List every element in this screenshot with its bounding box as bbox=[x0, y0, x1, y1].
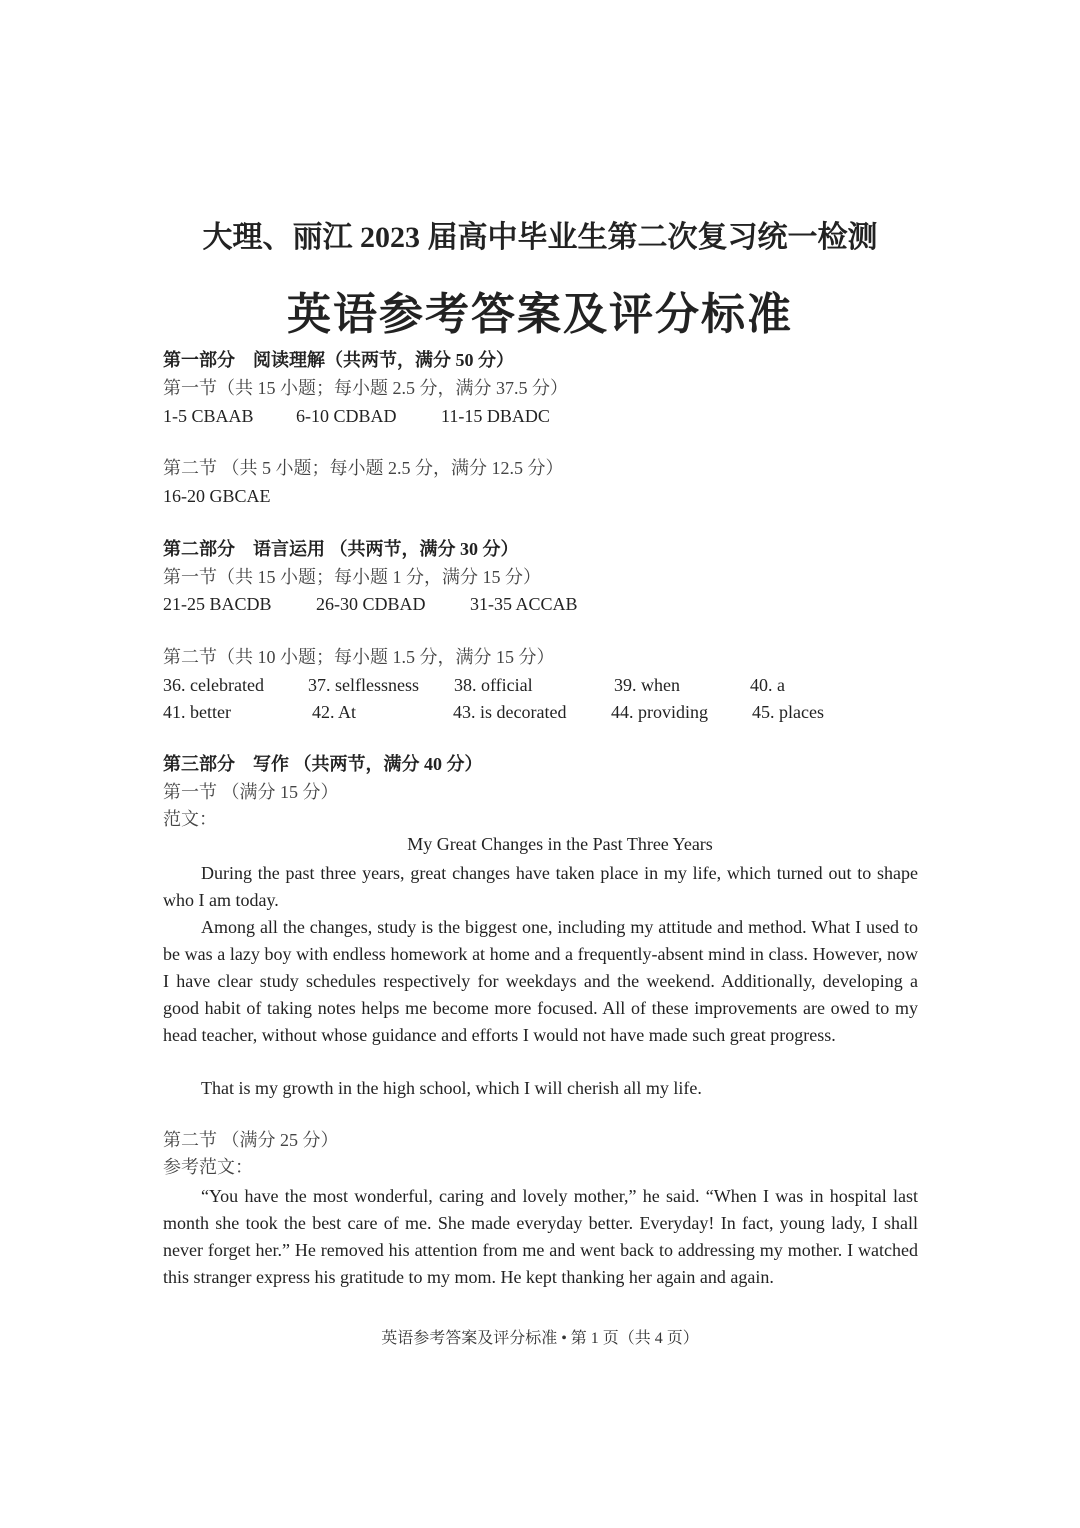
answer-group: 1-5 CBAAB bbox=[163, 406, 254, 426]
part3-section2-heading: 第二节 （满分 25 分） bbox=[163, 1130, 339, 1150]
essay-paragraph: Among all the changes, study is the biggest one, including my attitude and method. What I used to be was a lazy boy with endless homework at home and a frequently-absent mind in class. However, now I have clear study schedules respectively for weekdays and the weekend. Additionally, developing a good habit of taking notes helps me become more focused. All of these improvements are owed to my head teacher, without whose guidance and efforts I would not have made such great progress. bbox=[163, 917, 918, 1045]
page-footer: 英语参考答案及评分标准 • 第 1 页（共 4 页） bbox=[381, 1330, 699, 1347]
answer-item: 45. places bbox=[752, 702, 824, 722]
essay-paragraph: That is my growth in the high school, which I will cherish all my life. bbox=[201, 1078, 702, 1098]
part3-section1-heading: 第一节 （满分 15 分） bbox=[163, 782, 339, 802]
answer-group: 26-30 CDBAD bbox=[316, 594, 426, 614]
document-title: 英语参考答案及评分标准 bbox=[287, 290, 793, 339]
answer-item: 36. celebrated bbox=[163, 675, 264, 695]
reference-essay-label: 参考范文： bbox=[163, 1157, 253, 1177]
part3-heading: 第三部分 写作 （共两节，满分 40 分） bbox=[163, 754, 483, 774]
answer-group: 11-15 DBADC bbox=[441, 406, 550, 426]
answer-group: 6-10 CDBAD bbox=[296, 406, 397, 426]
answer-item: 38. official bbox=[454, 675, 533, 695]
answer-item: 44. providing bbox=[611, 702, 708, 722]
answer-group: 16-20 GBCAE bbox=[163, 486, 271, 506]
exam-title: 大理、丽江 2023 届高中毕业生第二次复习统一检测 bbox=[202, 221, 878, 254]
part2-section2-heading: 第二节（共 10 小题；每小题 1.5 分，满分 15 分） bbox=[163, 647, 555, 667]
answer-group: 21-25 BACDB bbox=[163, 594, 272, 614]
answer-item: 40. a bbox=[750, 675, 785, 695]
essay-paragraph: “You have the most wonderful, caring and lovely mother,” he said. “When I was in hospital last month she took the best care of me. She made everyday better. Everyday! In fact, young lady, I shall never forget her.” He removed his attention from me and went back to addressing my mother. I watched this stranger express his gratitude to my mom. He kept thanking her again and again. bbox=[163, 1186, 918, 1287]
answer-item: 37. selflessness bbox=[308, 675, 419, 695]
sample-essay-label: 范文： bbox=[163, 809, 217, 829]
answer-item: 42. At bbox=[312, 702, 357, 722]
answer-group: 31-35 ACCAB bbox=[470, 594, 578, 614]
answer-item: 41. better bbox=[163, 702, 231, 722]
answer-item: 43. is decorated bbox=[453, 702, 567, 722]
part1-section2-heading: 第二节 （共 5 小题；每小题 2.5 分，满分 12.5 分） bbox=[163, 458, 564, 478]
part1-section1-heading: 第一节（共 15 小题；每小题 2.5 分，满分 37.5 分） bbox=[163, 378, 568, 398]
part1-heading: 第一部分 阅读理解（共两节，满分 50 分） bbox=[163, 350, 514, 370]
answer-item: 39. when bbox=[614, 675, 680, 695]
part2-heading: 第二部分 语言运用 （共两节，满分 30 分） bbox=[163, 539, 519, 559]
part2-section1-heading: 第一节（共 15 小题；每小题 1 分，满分 15 分） bbox=[163, 567, 541, 587]
essay-paragraph: During the past three years, great changes have taken place in my life, which turned out to shape who I am today. bbox=[163, 863, 918, 910]
essay-title: My Great Changes in the Past Three Years bbox=[407, 834, 713, 854]
